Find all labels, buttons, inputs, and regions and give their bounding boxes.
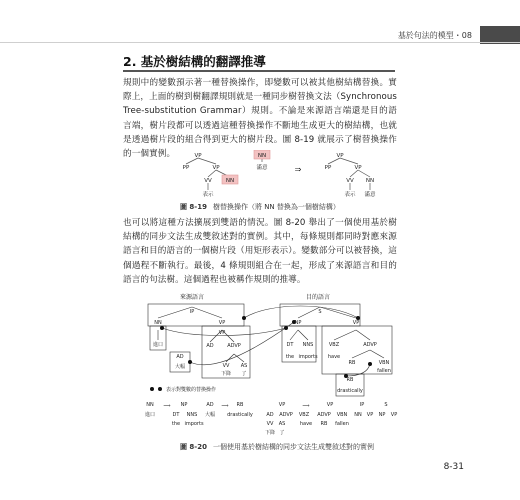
fig20-src-nn: NN [154, 320, 162, 326]
fig20-src-ad2: AD [206, 343, 214, 349]
fig19-left-word: 表示 [202, 192, 214, 198]
fig20-src-word-as: 了 [241, 371, 247, 377]
deriv-node: S [384, 402, 388, 408]
figure-8-19-number: 圖 8-19 [180, 203, 207, 211]
deriv-row2: NP [378, 412, 386, 418]
deriv-row2: drastically [227, 412, 253, 418]
fig19-left-vp2: VP [212, 165, 220, 171]
figure-8-19-caption-text: 樹替換操作（將 NN 替換為一個樹結構） [212, 203, 340, 211]
fig20-src-as: AS [240, 363, 248, 369]
fig19-right-vv: VV [346, 178, 354, 184]
deriv-row2: ADVP [279, 412, 293, 418]
paragraph-1: 規則中的變數預示著一種替換操作，即變數可以被其他樹結構替換。實際上，上面的樹到樹翻譯規則就是一種同步樹替換文法（Synchronous Tree-substitution Grammar）規則。不論是來源語言端還是目的語言端，樹片段都可以透過這種替換操作不斷地生成更大的樹結構，也就是透過樹片段的組合得到更大的樹片段。圖 8-19 就展示了樹替換操作的一個實例。 [123, 78, 397, 160]
fig19-left-vv: VV [204, 178, 212, 184]
figure-8-20-diagram [130, 292, 400, 440]
fig20-tgt-dt: DT [286, 342, 294, 348]
deriv-row2: DT [172, 412, 180, 418]
paragraph-2: 也可以將這種方法擴展到雙語的情況。圖 8-20 舉出了一個使用基於樹結構的同步文法生成雙敘述對的實例。其中，每條規則都同時對應來源語言和目的語言的一個樹片段（用矩形表示）。變數部分可以被替換，這個過程不斷執行。最後，4 條規則組合在一起，形成了來源語言和目的語言的句法樹。這個過程也被稱作規則的推導。 [123, 218, 397, 285]
deriv-row3: the [171, 421, 181, 427]
fig20-src-word-vv: 下降 [220, 371, 232, 377]
fig20-tgt-word-vbz: have [327, 354, 341, 360]
deriv-row2: VP [390, 412, 398, 418]
page-number: 8-31 [443, 462, 464, 472]
figure-8-19-caption [180, 202, 340, 212]
fig20-src-word-ad: 大幅 [174, 364, 186, 370]
deriv-row2: NN [354, 412, 362, 418]
fig20-tgt-word-dt: the [285, 354, 295, 360]
deriv-arrow: ⟹ [221, 403, 229, 409]
deriv-row2: ADVP [317, 412, 331, 418]
fig20-tgt-vbz: VBZ [328, 342, 340, 348]
deriv-row3: RB [320, 421, 328, 427]
deriv-row2: VBN [336, 412, 348, 418]
fig20-legend: 表示對雙數的替換操作 [166, 387, 217, 393]
fig19-right-word1: 表示 [344, 192, 356, 198]
deriv-node: VP [326, 402, 334, 408]
fig20-src-vv: VV [222, 363, 230, 369]
section-title-underline [123, 70, 395, 72]
deriv-row2: VP [366, 412, 374, 418]
deriv-node: AD [206, 402, 214, 408]
fig20-tgt-word-nns: imports [298, 354, 318, 360]
fig19-right-pp: PP [324, 165, 332, 171]
fig20-tgt-nns: NNS [302, 342, 314, 348]
running-header: 基於句法的模型・08 [397, 31, 472, 40]
fig19-left-nn: NN [225, 178, 235, 184]
fig20-tgt-label: 目的語言 [305, 294, 331, 301]
deriv-row2: VBZ [298, 412, 310, 418]
deriv-arrow: ⟹ [302, 403, 310, 409]
fig20-tgt-vbn: VBN [378, 360, 390, 366]
deriv-node: NN [146, 402, 154, 408]
deriv-row3: have [299, 421, 313, 427]
deriv-row3: VV [266, 421, 274, 427]
fig19-left-vp: VP [194, 153, 202, 159]
deriv-row2: 大幅 [204, 412, 216, 418]
fig19-arrow: ⇒ [294, 165, 302, 174]
fig20-src-advp: ADVP [227, 343, 241, 349]
fig20-src-label: 來源語言 [179, 294, 205, 301]
deriv-node: RB [236, 402, 244, 408]
fig19-subst-word: 滿意 [256, 165, 268, 171]
deriv-row3: fallen [335, 421, 349, 427]
fig20-tgt-rb2: RB [346, 377, 354, 383]
deriv-row2: AD [266, 412, 274, 418]
figure-8-20-number: 圖 8-20 [180, 443, 207, 451]
deriv-node: IP [359, 402, 365, 408]
fig20-src-word-nn: 進口 [152, 342, 164, 348]
fig19-right-vp2: VP [354, 165, 362, 171]
figure-8-19-diagram [150, 150, 390, 202]
fig20-src-vp2: VP [218, 330, 226, 336]
fig19-right-vp: VP [336, 153, 344, 159]
fig20-tgt-vp: VP [352, 320, 360, 326]
fig20-tgt-word-vbn: fallen [377, 368, 391, 374]
fig20-src-ip: IP [189, 309, 195, 315]
header-rule [0, 42, 520, 43]
fig20-tgt-np: NP [294, 320, 302, 326]
figure-8-20-caption [180, 442, 374, 452]
fig19-right-word2: 滿意 [364, 192, 376, 198]
deriv-node: VP [278, 402, 286, 408]
deriv-arrow: ⟹ [163, 403, 171, 409]
fig20-tgt-rb: RB [348, 360, 356, 366]
deriv-row3: AS [278, 421, 286, 427]
section-title: 2. 基於樹結構的翻譯推導 [123, 54, 266, 69]
deriv-row4: 下降 [264, 430, 276, 436]
deriv-row2: NNS [186, 412, 198, 418]
deriv-node: NP [180, 402, 188, 408]
fig19-right-nn: NN [365, 178, 375, 184]
fig20-tgt-s: S [318, 309, 322, 315]
deriv-row2: 進口 [144, 412, 156, 418]
fig20-tgt-word-rb: drastically [337, 388, 363, 394]
fig20-src-ad: AD [176, 354, 184, 360]
deriv-row4: 了 [279, 430, 285, 436]
figure-8-20-caption-text: 一個使用基於樹結構的同步文法生成雙敘述對的實例 [212, 443, 374, 451]
fig20-src-vp: VP [218, 320, 226, 326]
deriv-row3: imports [184, 421, 204, 427]
fig20-tgt-advp: ADVP [363, 342, 377, 348]
fig19-subst-nn: NN [257, 153, 267, 159]
fig19-left-pp: PP [182, 165, 190, 171]
